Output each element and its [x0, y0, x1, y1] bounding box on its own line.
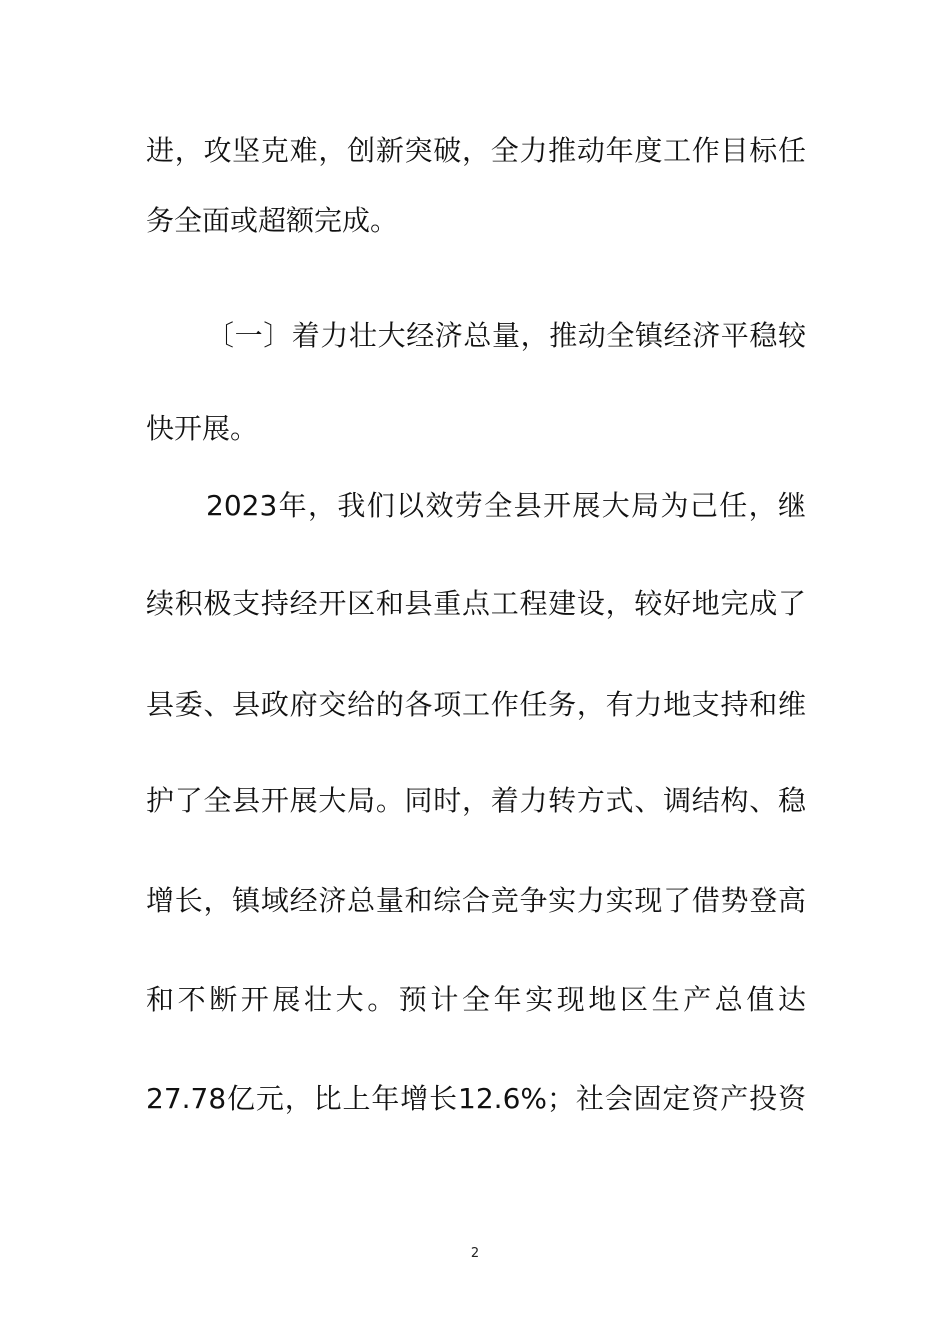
text-line-7: 县委、县政府交给的各项工作任务，有力地支持和维 — [146, 688, 806, 721]
section-heading-line-1: 〔一〕着力壮大经济总量，推动全镇经济平稳较 — [206, 319, 806, 352]
page-number: 2 — [470, 1246, 480, 1261]
text-line-6: 续积极支持经开区和县重点工程建设，较好地完成了 — [146, 587, 806, 620]
text-line-5: 2023年，我们以效劳全县开展大局为己任，继 — [206, 489, 806, 522]
text-line-10: 和不断开展壮大。预计全年实现地区生产总值达 — [146, 983, 806, 1016]
text-line-1: 进，攻坚克难，创新突破，全力推动年度工作目标任 — [146, 134, 806, 167]
text-line-9: 增长，镇域经济总量和综合竞争实力实现了借势登高 — [146, 884, 806, 917]
section-heading-line-2: 快开展。 — [146, 412, 259, 445]
text-line-2: 务全面或超额完成。 — [146, 204, 399, 237]
text-line-11: 27.78亿元，比上年增长12.6%；社会固定资产投资 — [146, 1082, 806, 1115]
text-line-8: 护了全县开展大局。同时，着力转方式、调结构、稳 — [146, 784, 806, 817]
